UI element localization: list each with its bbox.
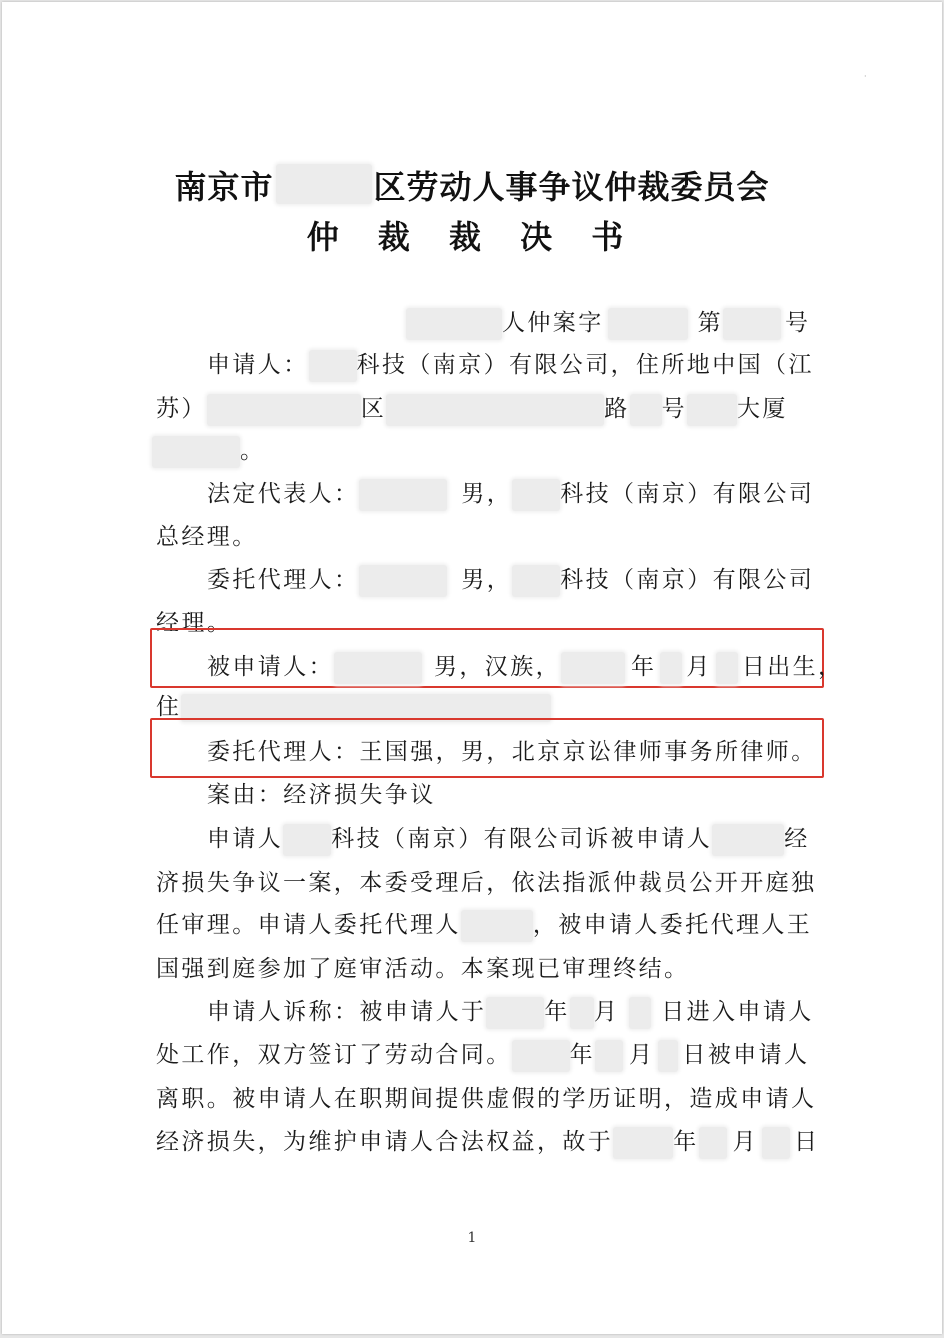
redaction-block — [276, 164, 372, 204]
redaction-block — [630, 394, 662, 426]
redaction-block — [687, 394, 737, 426]
redaction-block — [359, 565, 447, 597]
redaction-block — [608, 308, 688, 340]
redaction-block — [629, 997, 651, 1029]
redaction-block — [386, 394, 604, 426]
respondent-address: 住 — [156, 692, 551, 722]
case-cause: 案由：经济损失争议 — [207, 782, 436, 808]
respondent-agent-line: 委托代理人：王国强，男，北京京讼律师事务所律师。 — [207, 739, 817, 765]
redaction-block — [512, 479, 560, 511]
redaction-block — [561, 652, 625, 684]
applicant-address-end: 。 — [152, 436, 265, 468]
redaction-block — [712, 824, 784, 856]
redaction-block — [613, 1127, 673, 1159]
redaction-block — [207, 394, 361, 426]
redaction-block — [461, 910, 533, 942]
redaction-block — [309, 350, 357, 382]
legal-rep-line: 法定代表人： 男， 科技（南京）有限公司 — [207, 479, 814, 511]
case-number: 人仲案字 第 号 — [406, 308, 810, 340]
para2-line1: 申请人诉称：被申请人于 年 月 日进入申请人 — [207, 997, 814, 1029]
document-subtitle: 仲 裁 裁 决 书 — [306, 218, 638, 256]
applicant-agent-position: 经理。 — [156, 610, 233, 636]
applicant-address: 苏） 区 路 号 大厦 — [156, 394, 788, 426]
redaction-block — [716, 652, 738, 684]
redaction-block — [658, 1040, 678, 1072]
redaction-block — [660, 652, 682, 684]
redaction-block — [762, 1127, 790, 1159]
para1-line2: 济损失争议一案，本委受理后，依法指派仲裁员公开开庭独 — [156, 870, 817, 896]
scan-dot: · — [864, 72, 867, 81]
title-prefix: 南京市 — [174, 168, 274, 206]
para2-line3: 离职。被申请人在职期间提供虚假的学历证明，造成申请人 — [156, 1086, 817, 1112]
redaction-block — [486, 997, 544, 1029]
applicant-line: 申请人： 科技（南京）有限公司，住所地中国（江 — [207, 350, 814, 382]
document-title — [2, 162, 942, 208]
redaction-block — [283, 824, 331, 856]
redaction-block — [570, 997, 594, 1029]
redaction-block — [699, 1127, 727, 1159]
para2-line4: 经济损失，为维护申请人合法权益，故于 年 月 日 — [156, 1127, 819, 1159]
document-page — [2, 2, 942, 1334]
redaction-block — [359, 479, 447, 511]
redaction-block — [512, 1040, 570, 1072]
respondent-line: 被申请人： 男，汉族， 年 月 日出生， — [207, 652, 843, 684]
legal-rep-position: 总经理。 — [156, 524, 258, 550]
title-suffix: 区劳动人事争议仲裁委员会 — [373, 168, 770, 206]
redaction-block — [512, 565, 560, 597]
para1-line4: 国强到庭参加了庭审活动。本案现已审理终结。 — [156, 956, 690, 982]
redaction-block — [406, 308, 502, 340]
redaction-block — [334, 652, 422, 684]
para1-line1: 申请人 科技（南京）有限公司诉被申请人 经 — [207, 824, 810, 856]
redaction-block — [595, 1040, 623, 1072]
redaction-block — [152, 436, 240, 468]
applicant-agent-line: 委托代理人： 男， 科技（南京）有限公司 — [207, 565, 814, 597]
para1-line3: 任审理。申请人委托代理人 ，被申请人委托代理人王 — [156, 910, 812, 942]
para2-line2: 处工作，双方签订了劳动合同。 年 月 日被申请人 — [156, 1040, 809, 1072]
redaction-block — [723, 308, 781, 340]
page-number: 1 — [467, 1230, 477, 1246]
